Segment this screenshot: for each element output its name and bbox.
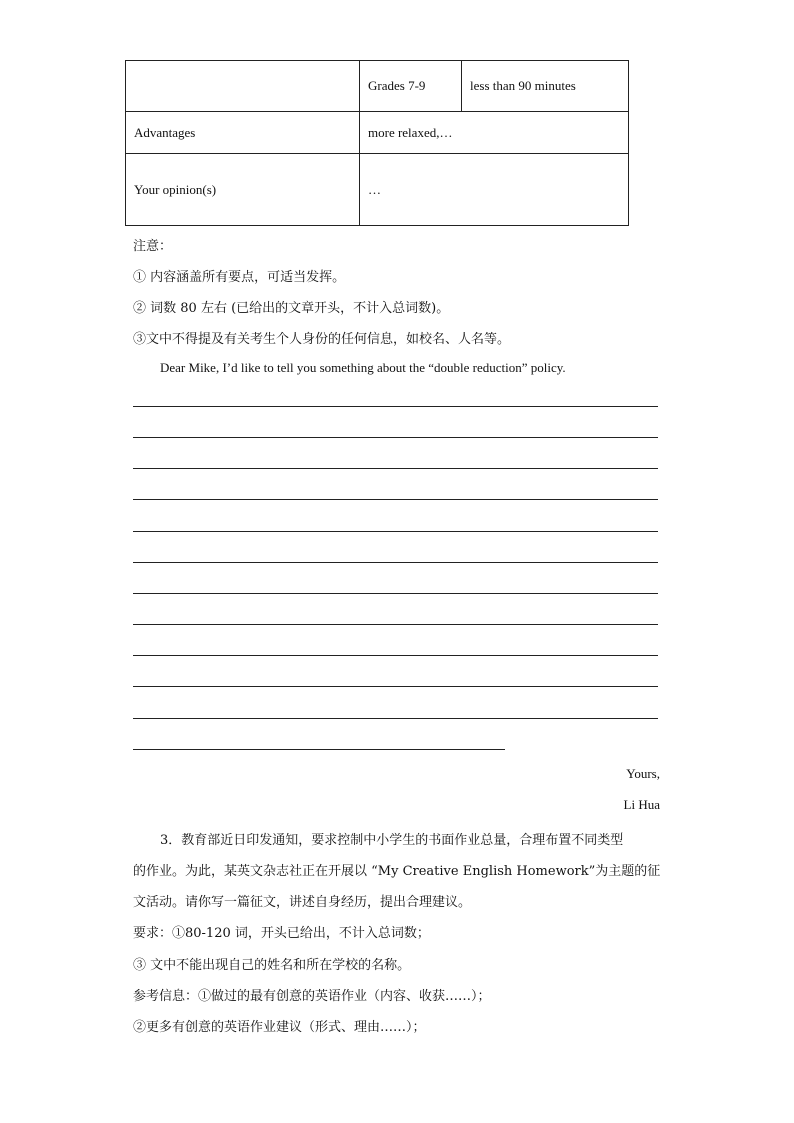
table-cell-opinion-label: Your opinion(s) xyxy=(126,154,360,226)
info-table xyxy=(125,60,629,226)
table-row xyxy=(126,154,629,226)
note-item-1: ① 内容涵盖所有要点，可适当发挥。 xyxy=(133,270,346,285)
writing-line xyxy=(133,686,658,687)
table-cell-advantages-label: Advantages xyxy=(126,112,360,154)
writing-line xyxy=(133,655,658,656)
letter-opening: Dear Mike, I’d like to tell you something about the “double reduction” policy. xyxy=(160,360,566,375)
table-cell-advantages-value: more relaxed,… xyxy=(360,112,629,154)
note-item-2: ② 词数 80 左右 (已给出的文章开头，不计入总词数)。 xyxy=(133,301,450,316)
letter-closing: Yours, xyxy=(626,766,660,781)
question3-line2: 的作业。为此，某英文杂志社正在开展以 “My Creative English Homework”为主题的征 xyxy=(133,864,661,879)
writing-line xyxy=(133,531,658,532)
table-row xyxy=(126,61,629,112)
question3-reference-1: 参考信息：①做过的最有创意的英语作业（内容、收获……）； xyxy=(133,989,491,1004)
table-cell-opinion-value: … xyxy=(360,154,629,226)
table-cell-empty xyxy=(126,61,360,112)
letter-signature: Li Hua xyxy=(623,797,660,812)
question3-requirement-1: 要求：①80-120 词，开头已给出，不计入总词数； xyxy=(133,926,430,941)
table-cell-time: less than 90 minutes xyxy=(462,61,629,112)
writing-line xyxy=(133,718,658,719)
table-cell-grades: Grades 7-9 xyxy=(360,61,462,112)
writing-line xyxy=(133,562,658,563)
writing-line xyxy=(133,499,658,500)
writing-line xyxy=(133,624,658,625)
question3-line1: 3．教育部近日印发通知，要求控制中小学生的书面作业总量，合理布置不同类型 xyxy=(160,833,624,848)
writing-line-short xyxy=(133,749,505,750)
table-row xyxy=(126,112,629,154)
question3-line3: 文活动。请你写一篇征文，讲述自身经历，提出合理建议。 xyxy=(133,895,472,910)
note-item-3: ③文中不得提及有关考生个人身份的任何信息，如校名、人名等。 xyxy=(133,332,511,347)
writing-line xyxy=(133,593,658,594)
question3-requirement-2: ③ 文中不能出现自己的姓名和所在学校的名称。 xyxy=(133,958,411,973)
question3-reference-2: ②更多有创意的英语作业建议（形式、理由……）； xyxy=(133,1020,426,1035)
writing-line xyxy=(133,406,658,407)
writing-line xyxy=(133,437,658,438)
notes-heading: 注意： xyxy=(133,239,173,254)
writing-line xyxy=(133,468,658,469)
